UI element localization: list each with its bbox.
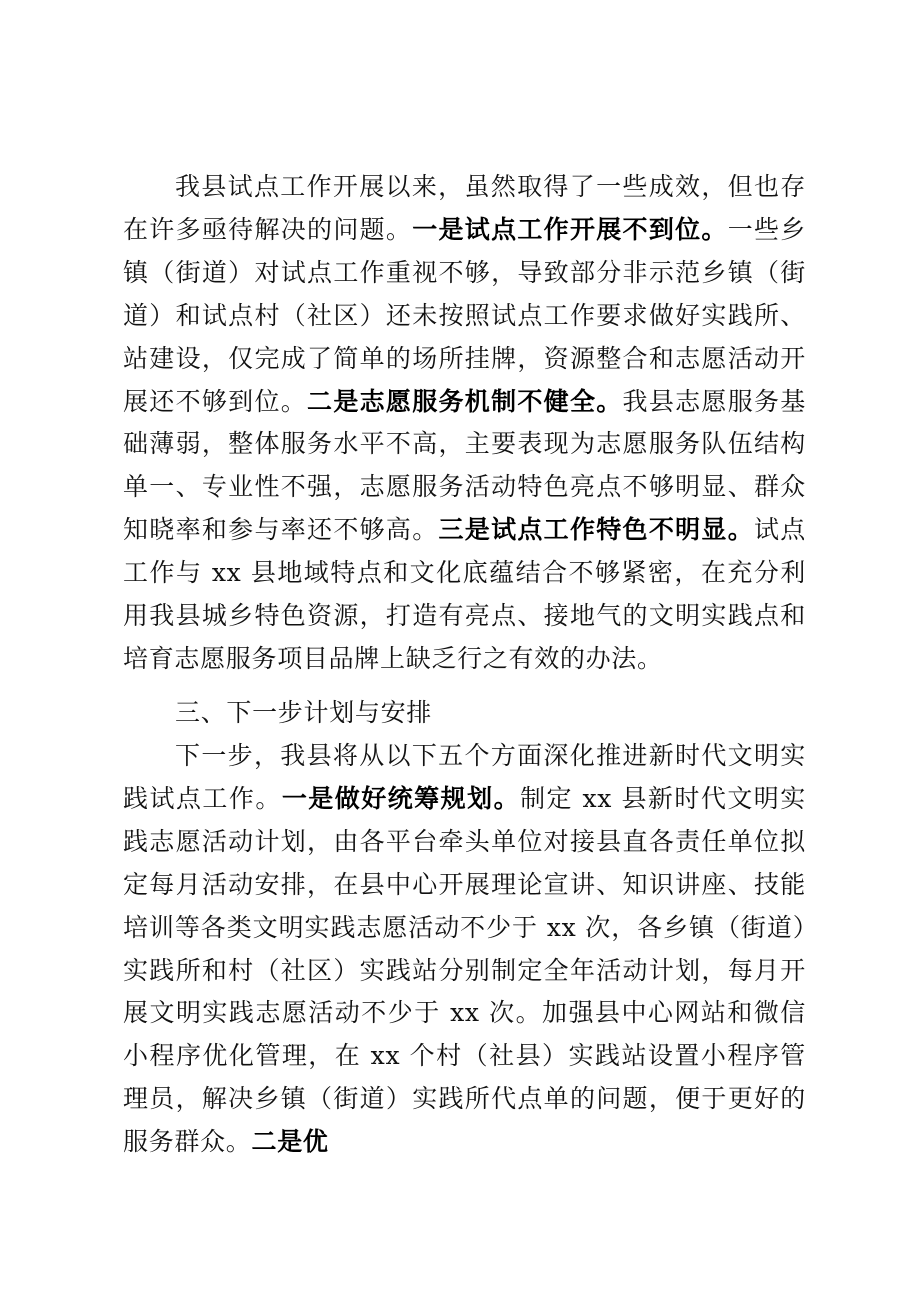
problem-one-text: 一些乡镇（街道）对试点工作重视不够，导致部分非示范乡镇（街道）和试点村（社区）还未按照试点工作要求做好实践所、站建设，仅完成了简单的场所挂牌，资源整合和志愿活动开展还不够到位。 [123,214,807,416]
problem-one-heading: 一是试点工作开展不到位。 [412,214,728,244]
plan-paragraph [123,735,806,1164]
plan-intro: 下一步，我县将从以下五个方面深化推进新时代文明实践试点工作。 [123,741,806,813]
problem-two-text: 我县志愿服务基础薄弱，整体服务水平不高，主要表现为志愿服务队伍结构单一、专业性不强，志愿服务活动特色亮点不够明显、群众知晓率和参与率还不够高。 [123,386,806,545]
plan-one-heading: 一是做好统筹规划。 [281,783,521,813]
section-heading: 三、下一步计划与安排 [175,698,433,727]
problems-section [123,166,806,681]
problems-intro: 我县试点工作开展以来，虽然取得了一些成效，但也存在许多亟待解决的问题。 [123,172,806,244]
plan-one-text: 制定 xx 县新时代文明实践志愿活动计划，由各平台牵头单位对接县直各责任单位拟定每月活动安排，在县中心开展理论宣讲、知识讲座、技能培训等各类文明实践志愿活动不少于 xx 次，各乡镇（街道）实践所和村（社区）实践站分别制定全年活动计划，每月开展文明实践志愿活动不少于 xx 次。加强县中心网站和微信小程序优化管理，在 xx 个村（社县）实践站设置小程序管理员，解决乡镇（街道）实践所代点单的问题，便于更好的服务群众。 [123,783,806,1157]
problems-paragraph [123,166,806,681]
plan-section [123,735,806,1164]
problem-two-heading: 二是志愿服务机制不健全。 [307,386,623,416]
problem-three-heading: 三是试点工作特色不明显。 [438,515,754,545]
plan-two-heading: 二是优 [251,1127,329,1157]
problem-three-text: 试点工作与 xx 县地域特点和文化底蕴结合不够紧密，在充分利用我县城乡特色资源，打造有亮点、接地气的文明实践点和培育志愿服务项目品牌上缺乏行之有效的办法。 [123,515,806,673]
